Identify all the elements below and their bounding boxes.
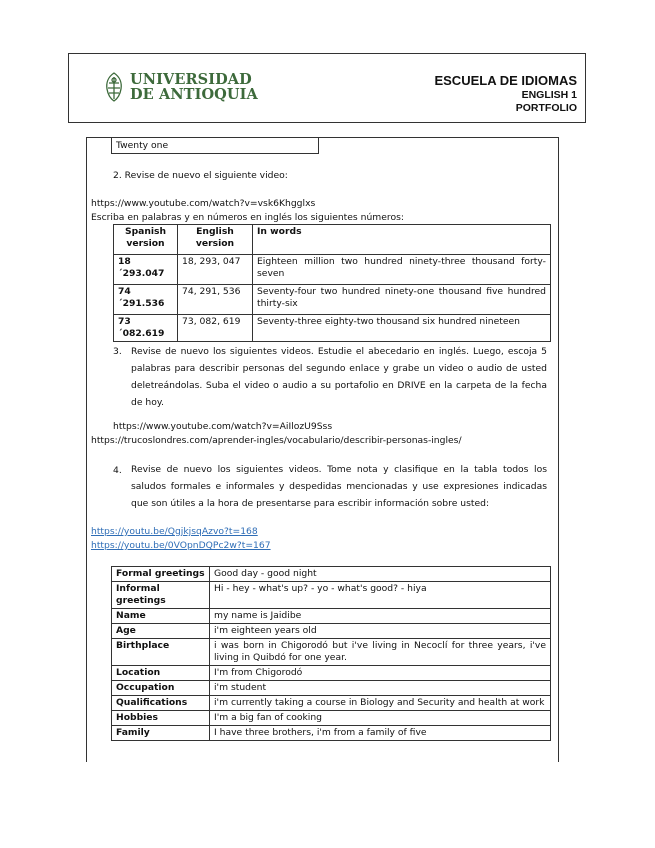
university-name-line2: DE ANTIOQUIA — [130, 86, 258, 103]
numbers-table — [113, 224, 551, 342]
university-name-line1: UNIVERSIDAD — [130, 71, 252, 88]
table-row — [112, 666, 551, 681]
row-label: Hobbies — [112, 711, 210, 726]
row-value: my name is Jaidibe — [210, 609, 551, 624]
table-row — [112, 639, 551, 666]
table-row — [114, 285, 551, 315]
university-seal-icon — [103, 71, 125, 103]
row-label: Family — [112, 726, 210, 741]
item-3-url-1[interactable]: https://www.youtube.com/watch?v=AiIlozU9Sss — [113, 421, 333, 432]
cell-words: Seventy-four two hundred ninety-one thousand five hundred thirty-six — [253, 285, 551, 315]
item-4-number: 4. — [113, 465, 122, 476]
cell-spanish: 74´291.536 — [114, 285, 178, 315]
col-header-words: In words — [253, 225, 551, 255]
row-value: i was born in Chigorodó but i've living in Necoclí for three years, i've living in Quibdó for one year. — [210, 639, 551, 666]
table-row — [112, 696, 551, 711]
table-row — [112, 582, 551, 609]
video-link-1[interactable]: https://youtu.be/QgjkjsqAzvo?t=168 — [91, 526, 258, 537]
cell-spanish: 18´293.047 — [114, 255, 178, 285]
cell-spanish: 73´082.619 — [114, 315, 178, 342]
previous-answer-box: Twenty one — [111, 138, 319, 154]
self-introduction-table — [111, 566, 551, 741]
school-title: ESCUELA DE IDIOMAS — [434, 73, 577, 88]
table-row — [112, 681, 551, 696]
table-row — [114, 315, 551, 342]
item-2-text: 2. Revise de nuevo el siguiente video: — [113, 170, 288, 181]
table-row — [112, 609, 551, 624]
row-label: Occupation — [112, 681, 210, 696]
table-row — [114, 255, 551, 285]
row-label: Age — [112, 624, 210, 639]
cell-english: 74, 291, 536 — [178, 285, 253, 315]
row-label: Name — [112, 609, 210, 624]
item-2-url[interactable]: https://www.youtube.com/watch?v=vsk6Khgglxs — [91, 198, 316, 209]
row-value: i'm eighteen years old — [210, 624, 551, 639]
cell-english: 18, 293, 047 — [178, 255, 253, 285]
col-header-english: English version — [178, 225, 253, 255]
row-label: Informal greetings — [112, 582, 210, 609]
cell-words: Seventy-three eighty-two thousand six hundred nineteen — [253, 315, 551, 342]
table-row — [112, 624, 551, 639]
table-row — [112, 726, 551, 741]
table-row — [112, 711, 551, 726]
row-label: Formal greetings — [112, 567, 210, 582]
item-2-instruction: Escriba en palabras y en números en inglés los siguientes números: — [91, 212, 404, 223]
row-label: Qualifications — [112, 696, 210, 711]
item-4-text: Revise de nuevo los siguientes videos. Tome nota y clasifique en la tabla todos los saludos formales e informales y despedidas mencionadas y use expresiones indicadas que son útiles a la hora de presentarse para escribir información sobre usted: — [131, 464, 547, 509]
row-value: I have three brothers, i'm from a family of five — [210, 726, 551, 741]
row-label: Birthplace — [112, 639, 210, 666]
video-link-2[interactable]: https://youtu.be/0VOpnDQPc2w?t=167 — [91, 540, 271, 551]
row-value: I'm from Chigorodó — [210, 666, 551, 681]
doc-type-title: PORTFOLIO — [515, 102, 577, 114]
item-3-url-2[interactable]: https://trucoslondres.com/aprender-ingles/vocabulario/describir-personas-ingles/ — [91, 435, 462, 446]
row-value: i'm student — [210, 681, 551, 696]
row-label: Location — [112, 666, 210, 681]
university-logo — [103, 71, 258, 103]
item-3-number: 3. — [113, 346, 122, 357]
row-value: Good day - good night — [210, 567, 551, 582]
table-row — [112, 567, 551, 582]
row-value: I'm a big fan of cooking — [210, 711, 551, 726]
item-3-text: Revise de nuevo los siguientes videos. Estudie el abecedario en inglés. Luego, escoja 5 palabras para describir personas del segundo enlace y grabe un video o audio de usted deletreándolas. Suba el video o audio a su portafolio en DRIVE en la carpeta de la fecha de hoy. — [131, 346, 547, 408]
row-value: i'm currently taking a course in Biology and Security and health at work — [210, 696, 551, 711]
row-value: Hi - hey - what's up? - yo - what's good? - hiya — [210, 582, 551, 609]
course-title: ENGLISH 1 — [521, 89, 577, 101]
cell-english: 73, 082, 619 — [178, 315, 253, 342]
cell-words: Eighteen million two hundred ninety-three thousand forty-seven — [253, 255, 551, 285]
document-header — [68, 53, 586, 123]
col-header-spanish: Spanish version — [114, 225, 178, 255]
